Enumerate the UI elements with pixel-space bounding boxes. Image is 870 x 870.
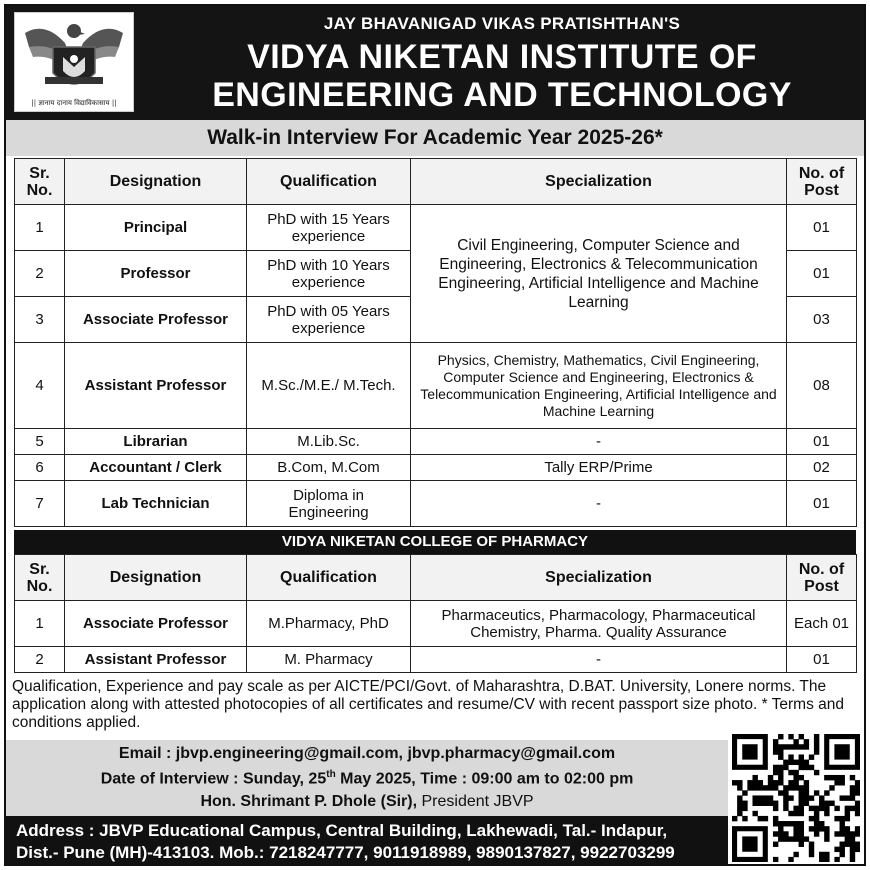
email-line: Email : jbvp.engineering@gmail.com, jbvp.pharmacy@gmail.com — [118, 745, 616, 762]
row-sr: 5 — [15, 429, 65, 455]
row-qualification: M.Lib.Sc. — [247, 429, 411, 455]
row-sr: 3 — [15, 297, 65, 343]
terms-note: Qualification, Experience and pay scale as per AICTE/PCI/Govt. of Maharashtra, D.BAT. University, Lonere norms. The application along with attested photocopies of all certificates and resume/CV with recent passport size photo. * Terms and conditions applied. — [12, 678, 845, 731]
table-row — [15, 601, 857, 647]
row-designation: Accountant / Clerk — [65, 455, 247, 481]
row-posts: 01 — [787, 481, 857, 527]
interview-date-prefix: Date of Interview : Sunday, 25 — [100, 770, 327, 788]
logo-motto: || ज्ञानाय दानाय विद्याविकासाय || — [31, 99, 117, 107]
row-designation: Associate Professor — [65, 601, 247, 647]
row-specialization: - — [411, 429, 787, 455]
row-designation: Librarian — [65, 429, 247, 455]
row-specialization-shared: Civil Engineering, Computer Science and Engineering, Electronics & Telecommunication Engineering, Artificial Intelligence and Machine Learning — [411, 205, 787, 343]
row-specialization: Physics, Chemistry, Mathematics, Civil Engineering, Computer Science and Engineering, Electronics & Telecommunication Engineering, Artificial Intelligence and Machine Learning — [411, 343, 787, 429]
institute-name — [146, 38, 858, 114]
row-posts: Each 01 — [787, 601, 857, 647]
col-header-posts: No. of Post — [787, 555, 857, 601]
row-posts: 03 — [787, 297, 857, 343]
qr-code-icon — [732, 734, 860, 862]
address-line2: Dist.- Pune (MH)-413103. Mob.: 7218247777, 9011918989, 9890137827, 9922703299 — [16, 843, 675, 862]
address-block — [6, 816, 728, 866]
walk-in-title: Walk-in Interview For Academic Year 2025-26* — [6, 120, 864, 156]
col-header-specialization: Specialization — [411, 159, 787, 205]
col-header-sr: Sr. No. — [15, 159, 65, 205]
interview-date-sup: th — [326, 769, 336, 780]
institute-name-line2: ENGINEERING AND TECHNOLOGY — [212, 76, 792, 114]
address-line1: Address : JBVP Educational Campus, Central Building, Lakhewadi, Tal.- Indapur, — [16, 821, 668, 840]
table-header-row — [15, 555, 857, 601]
table-header-row — [15, 159, 857, 205]
row-sr: 4 — [15, 343, 65, 429]
col-header-qualification: Qualification — [247, 159, 411, 205]
row-posts: 01 — [787, 205, 857, 251]
row-designation: Professor — [65, 251, 247, 297]
trust-name: JAY BHAVANIGAD VIKAS PRATISHTHAN'S — [323, 14, 681, 33]
row-designation: Associate Professor — [65, 297, 247, 343]
row-sr: 2 — [15, 251, 65, 297]
president-title: President JBVP — [417, 793, 534, 810]
table-row — [15, 429, 857, 455]
institute-logo — [14, 12, 134, 112]
row-posts: 08 — [787, 343, 857, 429]
col-header-designation: Designation — [65, 159, 247, 205]
eagle-crest-icon — [15, 13, 133, 99]
table-row — [15, 205, 857, 251]
row-posts: 01 — [787, 647, 857, 673]
row-specialization: - — [411, 647, 787, 673]
interview-date-line — [6, 769, 728, 788]
row-qualification: M.Sc./M.E./ M.Tech. — [247, 343, 411, 429]
row-posts: 01 — [787, 251, 857, 297]
advertisement-page — [4, 4, 866, 866]
row-designation: Principal — [65, 205, 247, 251]
row-qualification: M.Pharmacy, PhD — [247, 601, 411, 647]
row-designation: Assistant Professor — [65, 343, 247, 429]
row-posts: 02 — [787, 455, 857, 481]
table-row — [15, 343, 857, 429]
interview-date-suffix: May 2025, Time : 09:00 am to 02:00 pm — [335, 770, 634, 788]
row-qualification: PhD with 15 Years experience — [247, 205, 411, 251]
row-sr: 7 — [15, 481, 65, 527]
row-qualification: PhD with 10 Years experience — [247, 251, 411, 297]
col-header-qualification: Qualification — [247, 555, 411, 601]
president-line — [6, 793, 728, 811]
col-header-designation: Designation — [65, 555, 247, 601]
row-sr: 6 — [15, 455, 65, 481]
row-qualification: B.Com, M.Com — [247, 455, 411, 481]
engineering-vacancy-table — [14, 158, 857, 527]
row-sr: 1 — [15, 601, 65, 647]
row-specialization: Tally ERP/Prime — [411, 455, 787, 481]
row-sr: 2 — [15, 647, 65, 673]
row-sr: 1 — [15, 205, 65, 251]
table-row — [15, 647, 857, 673]
col-header-posts: No. of Post — [787, 159, 857, 205]
row-qualification: Diploma in Engineering — [247, 481, 411, 527]
table-row — [15, 455, 857, 481]
header — [6, 6, 864, 120]
table-row — [15, 481, 857, 527]
col-header-sr: Sr. No. — [15, 555, 65, 601]
col-header-specialization: Specialization — [411, 555, 787, 601]
president-name: Hon. Shrimant P. Dhole (Sir), — [200, 793, 418, 810]
row-designation: Lab Technician — [65, 481, 247, 527]
row-designation: Assistant Professor — [65, 647, 247, 673]
row-qualification: PhD with 05 Years experience — [247, 297, 411, 343]
row-specialization: Pharmaceutics, Pharmacology, Pharmaceutical Chemistry, Pharma. Quality Assurance — [411, 601, 787, 647]
row-qualification: M. Pharmacy — [247, 647, 411, 673]
qr-code-graphic — [732, 734, 860, 862]
contact-band — [6, 740, 728, 816]
pharmacy-vacancy-table — [14, 554, 857, 673]
pharmacy-section-title: VIDYA NIKETAN COLLEGE OF PHARMACY — [14, 530, 856, 554]
row-posts: 01 — [787, 429, 857, 455]
row-specialization: - — [411, 481, 787, 527]
institute-name-line1: VIDYA NIKETAN INSTITUTE OF — [247, 38, 757, 76]
